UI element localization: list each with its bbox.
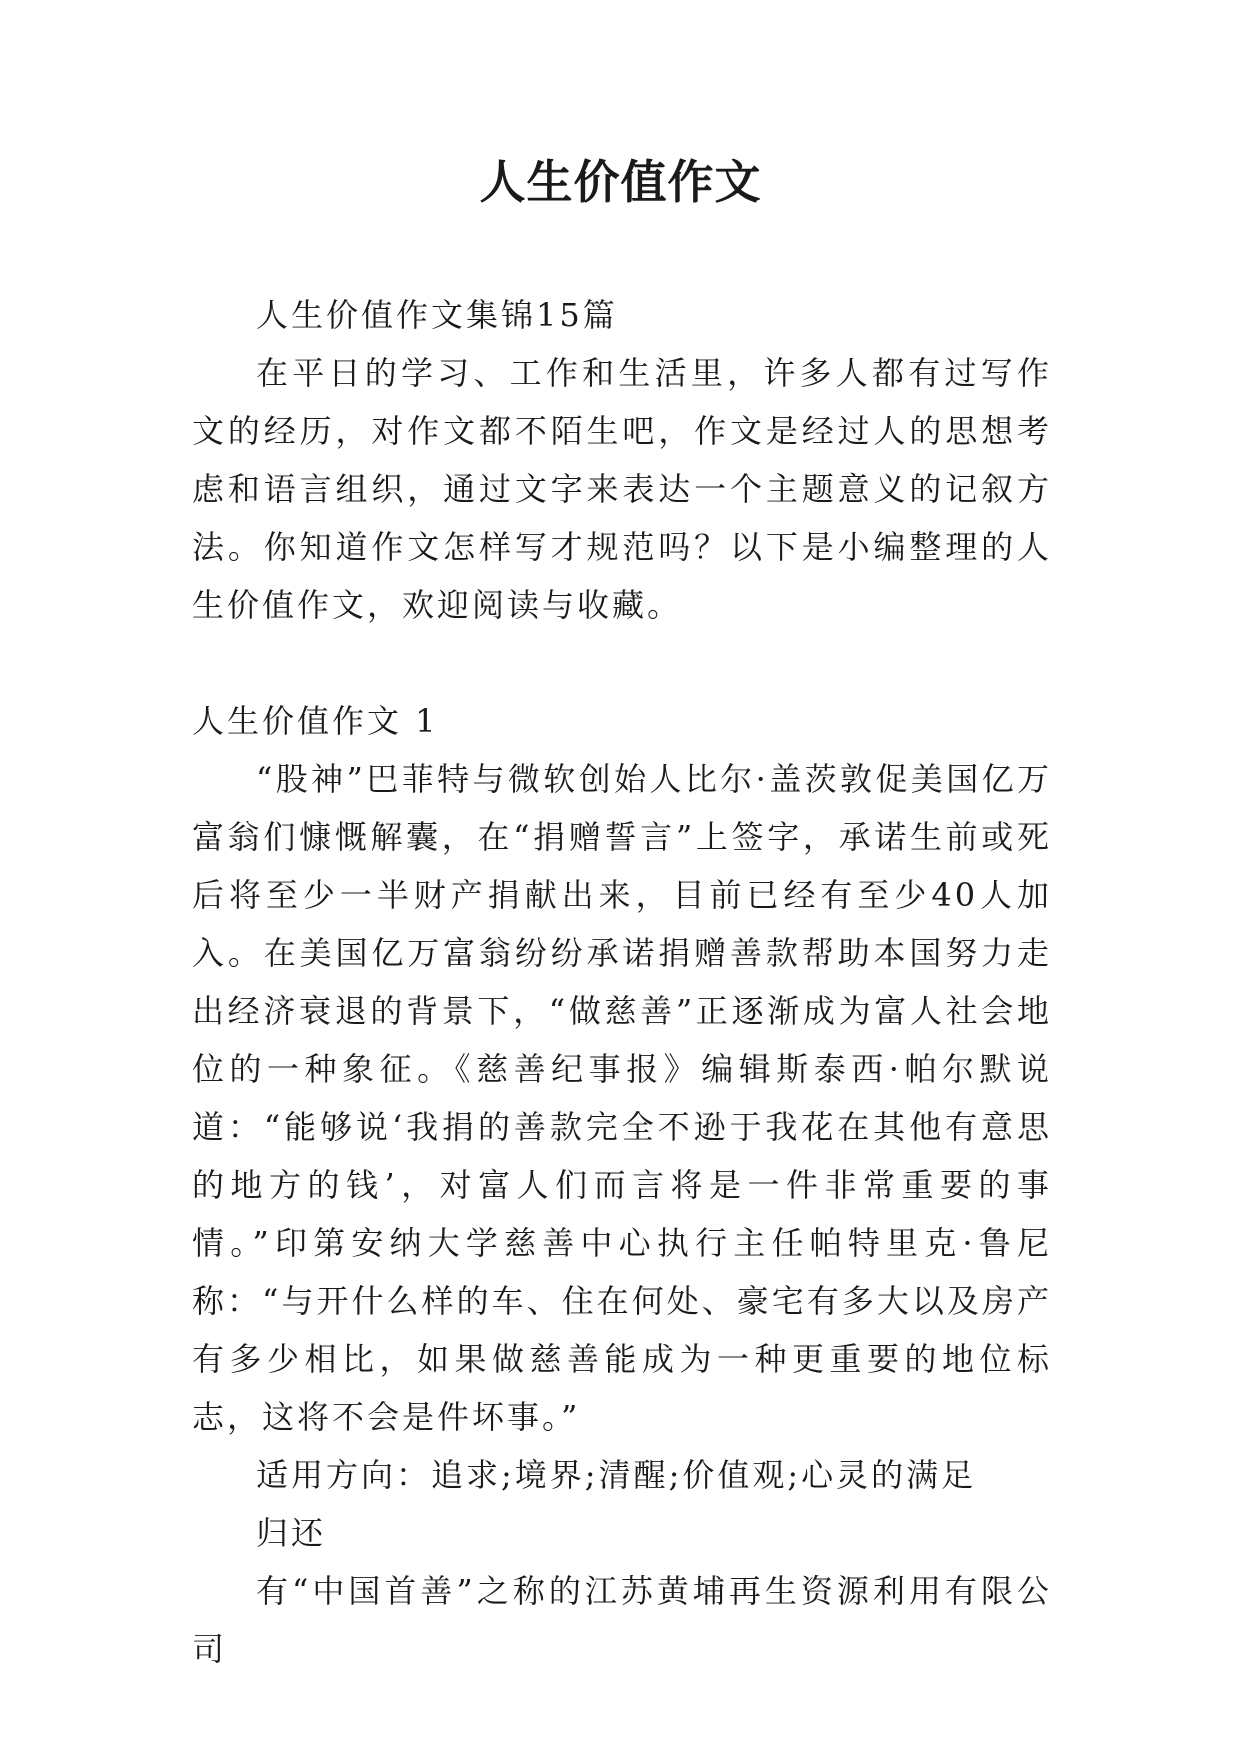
essay-paragraph-2: 有“中国首善”之称的江苏黄埔再生资源利用有限公司 <box>192 1572 1052 1668</box>
intro-paragraph: 在平日的学习、工作和生活里，许多人都有过写作文的经历，对作文都不陌生吧，作文是经过人的思想考虑和语言组织，通过文字来表达一个主题意义的记叙方法。你知道作文怎样写才规范吗？以下是小编整理的人生价值作文，欢迎阅读与收藏。 <box>192 354 1052 624</box>
paragraph-spacer <box>192 634 1052 692</box>
applicable-direction: 适用方向：追求;境界;清醒;价值观;心灵的满足 <box>256 1456 977 1494</box>
document-title: 人生价值作文 <box>479 155 762 209</box>
essay-subheading: 归还 <box>256 1514 327 1552</box>
document-body <box>192 286 1052 1678</box>
essay-paragraph-1: “股神”巴菲特与微软创始人比尔·盖茨敦促美国亿万富翁们慷慨解囊，在“捐赠誓言”上签字，承诺生前或死后将至少一半财产捐献出来，目前已经有至少40人加入。在美国亿万富翁纷纷承诺捐赠善款帮助本国努力走出经济衰退的背景下，“做慈善”正逐渐成为富人社会地位的一种象征。《慈善纪事报》编辑斯泰西·帕尔默说道：“能够说‘我捐的善款完全不逊于我花在其他有意思的地方的钱’，对富人们而言将是一件非常重要的事情。”印第安纳大学慈善中心执行主任帕特里克·鲁尼称：“与开什么样的车、住在何处、豪宅有多大以及房产有多少相比，如果做慈善能成为一种更重要的地位标志，这将不会是件坏事。” <box>192 760 1052 1436</box>
collection-subtitle: 人生价值作文集锦15篇 <box>256 296 618 334</box>
section-heading: 人生价值作文 1 <box>192 702 439 740</box>
